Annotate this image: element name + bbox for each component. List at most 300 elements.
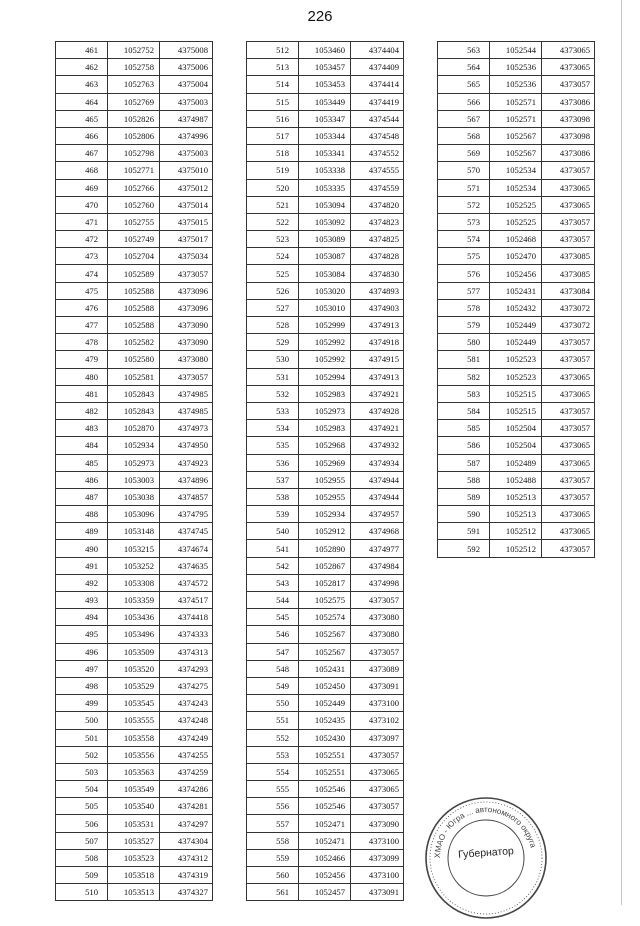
- y-coordinate-cell: 4373100: [351, 867, 404, 884]
- point-number-cell: 582: [438, 368, 490, 385]
- point-number-cell: 528: [247, 317, 299, 334]
- x-coordinate-cell: 1052994: [299, 368, 351, 385]
- point-number-cell: 549: [247, 677, 299, 694]
- x-coordinate-cell: 1052449: [490, 317, 542, 334]
- point-number-cell: 504: [56, 781, 108, 798]
- point-number-cell: 543: [247, 574, 299, 591]
- y-coordinate-cell: 4374635: [160, 557, 213, 574]
- y-coordinate-cell: 4373057: [351, 746, 404, 763]
- y-coordinate-cell: 4374333: [160, 626, 213, 643]
- table-row: [56, 162, 213, 179]
- y-coordinate-cell: 4374823: [351, 213, 404, 230]
- point-number-cell: 589: [438, 488, 490, 505]
- y-coordinate-cell: 4373084: [542, 282, 595, 299]
- point-number-cell: 553: [247, 746, 299, 763]
- table-row: [438, 299, 595, 316]
- point-number-cell: 476: [56, 299, 108, 316]
- y-coordinate-cell: 4374552: [351, 145, 404, 162]
- x-coordinate-cell: 1053252: [108, 557, 160, 574]
- table-row: [247, 523, 404, 540]
- y-coordinate-cell: 4374944: [351, 471, 404, 488]
- y-coordinate-cell: 4373065: [542, 454, 595, 471]
- table-row: [247, 574, 404, 591]
- y-coordinate-cell: 4374795: [160, 506, 213, 523]
- point-number-cell: 535: [247, 437, 299, 454]
- y-coordinate-cell: 4374286: [160, 781, 213, 798]
- point-number-cell: 475: [56, 282, 108, 299]
- point-number-cell: 578: [438, 299, 490, 316]
- x-coordinate-cell: 1053558: [108, 729, 160, 746]
- x-coordinate-cell: 1052969: [299, 454, 351, 471]
- point-number-cell: 548: [247, 660, 299, 677]
- point-number-cell: 576: [438, 265, 490, 282]
- point-number-cell: 478: [56, 334, 108, 351]
- y-coordinate-cell: 4374674: [160, 540, 213, 557]
- point-number-cell: 569: [438, 145, 490, 162]
- point-number-cell: 485: [56, 454, 108, 471]
- x-coordinate-cell: 1053089: [299, 231, 351, 248]
- y-coordinate-cell: 4374896: [160, 471, 213, 488]
- point-number-cell: 567: [438, 110, 490, 127]
- point-number-cell: 519: [247, 162, 299, 179]
- y-coordinate-cell: 4374517: [160, 592, 213, 609]
- x-coordinate-cell: 1053341: [299, 145, 351, 162]
- y-coordinate-cell: 4374419: [351, 93, 404, 110]
- table-row: [56, 849, 213, 866]
- x-coordinate-cell: 1052574: [299, 609, 351, 626]
- x-coordinate-cell: 1052589: [108, 265, 160, 282]
- point-number-cell: 539: [247, 506, 299, 523]
- x-coordinate-cell: 1052456: [299, 867, 351, 884]
- point-number-cell: 537: [247, 471, 299, 488]
- x-coordinate-cell: 1052588: [108, 282, 160, 299]
- x-coordinate-cell: 1052435: [299, 712, 351, 729]
- table-row: [247, 351, 404, 368]
- y-coordinate-cell: 4374248: [160, 712, 213, 729]
- x-coordinate-cell: 1052471: [299, 832, 351, 849]
- x-coordinate-cell: 1052571: [490, 110, 542, 127]
- point-number-cell: 536: [247, 454, 299, 471]
- x-coordinate-cell: 1052582: [108, 334, 160, 351]
- x-coordinate-cell: 1052551: [299, 763, 351, 780]
- table-row: [56, 660, 213, 677]
- table-row: [247, 162, 404, 179]
- x-coordinate-cell: 1053038: [108, 488, 160, 505]
- point-number-cell: 587: [438, 454, 490, 471]
- point-number-cell: 568: [438, 127, 490, 144]
- y-coordinate-cell: 4374923: [160, 454, 213, 471]
- y-coordinate-cell: 4374418: [160, 609, 213, 626]
- table-row: [438, 162, 595, 179]
- x-coordinate-cell: 1053096: [108, 506, 160, 523]
- point-number-cell: 469: [56, 179, 108, 196]
- point-number-cell: 503: [56, 763, 108, 780]
- table-row: [247, 592, 404, 609]
- table-row: [438, 385, 595, 402]
- x-coordinate-cell: 1052704: [108, 248, 160, 265]
- table-row: [438, 437, 595, 454]
- table-row: [438, 145, 595, 162]
- point-number-cell: 552: [247, 729, 299, 746]
- y-coordinate-cell: 4373057: [542, 213, 595, 230]
- table-row: [438, 282, 595, 299]
- point-number-cell: 496: [56, 643, 108, 660]
- table-row: [56, 420, 213, 437]
- point-number-cell: 571: [438, 179, 490, 196]
- point-number-cell: 529: [247, 334, 299, 351]
- point-number-cell: 566: [438, 93, 490, 110]
- point-number-cell: 577: [438, 282, 490, 299]
- x-coordinate-cell: 1052934: [299, 506, 351, 523]
- y-coordinate-cell: 4374915: [351, 351, 404, 368]
- y-coordinate-cell: 4373080: [351, 626, 404, 643]
- table-row: [56, 712, 213, 729]
- y-coordinate-cell: 4373057: [542, 76, 595, 93]
- table-row: [247, 626, 404, 643]
- y-coordinate-cell: 4374820: [351, 196, 404, 213]
- table-row: [247, 127, 404, 144]
- x-coordinate-cell: 1052999: [299, 317, 351, 334]
- y-coordinate-cell: 4373098: [542, 127, 595, 144]
- table-row: [56, 884, 213, 901]
- table-row: [247, 832, 404, 849]
- table-row: [56, 334, 213, 351]
- y-coordinate-cell: 4373086: [542, 93, 595, 110]
- x-coordinate-cell: 1052512: [490, 523, 542, 540]
- table-row: [56, 523, 213, 540]
- y-coordinate-cell: 4373057: [542, 540, 595, 557]
- x-coordinate-cell: 1052513: [490, 506, 542, 523]
- table-row: [56, 76, 213, 93]
- y-coordinate-cell: 4373091: [351, 677, 404, 694]
- point-number-cell: 506: [56, 815, 108, 832]
- y-coordinate-cell: 4373090: [351, 815, 404, 832]
- x-coordinate-cell: 1052512: [490, 540, 542, 557]
- x-coordinate-cell: 1053020: [299, 282, 351, 299]
- table-row: [438, 334, 595, 351]
- point-number-cell: 586: [438, 437, 490, 454]
- x-coordinate-cell: 1053003: [108, 471, 160, 488]
- x-coordinate-cell: 1053010: [299, 299, 351, 316]
- point-number-cell: 470: [56, 196, 108, 213]
- x-coordinate-cell: 1052968: [299, 437, 351, 454]
- table-row: [56, 471, 213, 488]
- x-coordinate-cell: 1052755: [108, 213, 160, 230]
- x-coordinate-cell: 1052955: [299, 471, 351, 488]
- point-number-cell: 471: [56, 213, 108, 230]
- y-coordinate-cell: 4374548: [351, 127, 404, 144]
- table-row: [56, 351, 213, 368]
- point-number-cell: 512: [247, 42, 299, 59]
- x-coordinate-cell: 1053518: [108, 867, 160, 884]
- x-coordinate-cell: 1053092: [299, 213, 351, 230]
- x-coordinate-cell: 1052817: [299, 574, 351, 591]
- table-row: [247, 488, 404, 505]
- point-number-cell: 479: [56, 351, 108, 368]
- point-number-cell: 499: [56, 695, 108, 712]
- point-number-cell: 588: [438, 471, 490, 488]
- table-row: [247, 506, 404, 523]
- table-row: [247, 746, 404, 763]
- table-row: [247, 815, 404, 832]
- coordinate-table-2: [246, 41, 404, 901]
- point-number-cell: 524: [247, 248, 299, 265]
- x-coordinate-cell: 1052489: [490, 454, 542, 471]
- y-coordinate-cell: 4373065: [542, 437, 595, 454]
- table-row: [438, 110, 595, 127]
- y-coordinate-cell: 4375008: [160, 42, 213, 59]
- point-number-cell: 514: [247, 76, 299, 93]
- y-coordinate-cell: 4374996: [160, 127, 213, 144]
- y-coordinate-cell: 4374414: [351, 76, 404, 93]
- x-coordinate-cell: 1052468: [490, 231, 542, 248]
- table-row: [438, 488, 595, 505]
- x-coordinate-cell: 1052536: [490, 59, 542, 76]
- table-row: [247, 867, 404, 884]
- table-row: [56, 59, 213, 76]
- table-row: [247, 59, 404, 76]
- x-coordinate-cell: 1052867: [299, 557, 351, 574]
- point-number-cell: 550: [247, 695, 299, 712]
- y-coordinate-cell: 4374327: [160, 884, 213, 901]
- x-coordinate-cell: 1052466: [299, 849, 351, 866]
- y-coordinate-cell: 4374243: [160, 695, 213, 712]
- x-coordinate-cell: 1052749: [108, 231, 160, 248]
- x-coordinate-cell: 1052983: [299, 385, 351, 402]
- point-number-cell: 484: [56, 437, 108, 454]
- point-number-cell: 573: [438, 213, 490, 230]
- table-row: [56, 179, 213, 196]
- point-number-cell: 565: [438, 76, 490, 93]
- table-row: [56, 609, 213, 626]
- x-coordinate-cell: 1052431: [299, 660, 351, 677]
- table-row: [247, 557, 404, 574]
- table-row: [56, 368, 213, 385]
- table-row: [56, 798, 213, 815]
- point-number-cell: 486: [56, 471, 108, 488]
- point-number-cell: 540: [247, 523, 299, 540]
- point-number-cell: 558: [247, 832, 299, 849]
- x-coordinate-cell: 1052581: [108, 368, 160, 385]
- table-row: [247, 385, 404, 402]
- y-coordinate-cell: 4373096: [160, 299, 213, 316]
- x-coordinate-cell: 1053460: [299, 42, 351, 59]
- x-coordinate-cell: 1052571: [490, 93, 542, 110]
- table-row: [247, 145, 404, 162]
- point-number-cell: 533: [247, 402, 299, 419]
- y-coordinate-cell: 4373089: [351, 660, 404, 677]
- point-number-cell: 579: [438, 317, 490, 334]
- point-number-cell: 501: [56, 729, 108, 746]
- table-row: [247, 179, 404, 196]
- y-coordinate-cell: 4374312: [160, 849, 213, 866]
- y-coordinate-cell: 4375003: [160, 145, 213, 162]
- point-number-cell: 572: [438, 196, 490, 213]
- y-coordinate-cell: 4374957: [351, 506, 404, 523]
- x-coordinate-cell: 1052798: [108, 145, 160, 162]
- y-coordinate-cell: 4374830: [351, 265, 404, 282]
- table-row: [56, 815, 213, 832]
- table-row: [247, 849, 404, 866]
- point-number-cell: 580: [438, 334, 490, 351]
- x-coordinate-cell: 1052769: [108, 93, 160, 110]
- x-coordinate-cell: 1052471: [299, 815, 351, 832]
- table-row: [56, 437, 213, 454]
- x-coordinate-cell: 1053453: [299, 76, 351, 93]
- x-coordinate-cell: 1052588: [108, 299, 160, 316]
- y-coordinate-cell: 4373057: [542, 420, 595, 437]
- table-row: [247, 76, 404, 93]
- table-row: [247, 282, 404, 299]
- y-coordinate-cell: 4374921: [351, 385, 404, 402]
- table-row: [438, 127, 595, 144]
- y-coordinate-cell: 4375003: [160, 93, 213, 110]
- point-number-cell: 520: [247, 179, 299, 196]
- stamp-ring-text: ХМАО - Югра ... автономного округа: [432, 804, 538, 859]
- table-row: [438, 368, 595, 385]
- point-number-cell: 483: [56, 420, 108, 437]
- x-coordinate-cell: 1052826: [108, 110, 160, 127]
- x-coordinate-cell: 1052515: [490, 402, 542, 419]
- x-coordinate-cell: 1052470: [490, 248, 542, 265]
- y-coordinate-cell: 4373099: [351, 849, 404, 866]
- point-number-cell: 559: [247, 849, 299, 866]
- y-coordinate-cell: 4375015: [160, 213, 213, 230]
- table-row: [56, 265, 213, 282]
- table-row: [56, 763, 213, 780]
- table-row: [56, 317, 213, 334]
- table-row: [247, 763, 404, 780]
- point-number-cell: 492: [56, 574, 108, 591]
- x-coordinate-cell: 1052567: [299, 643, 351, 660]
- table-row: [247, 643, 404, 660]
- table-row: [56, 488, 213, 505]
- point-number-cell: 487: [56, 488, 108, 505]
- y-coordinate-cell: 4373065: [351, 763, 404, 780]
- y-coordinate-cell: 4374304: [160, 832, 213, 849]
- y-coordinate-cell: 4373072: [542, 317, 595, 334]
- x-coordinate-cell: 1052431: [490, 282, 542, 299]
- table-row: [56, 506, 213, 523]
- x-coordinate-cell: 1053087: [299, 248, 351, 265]
- point-number-cell: 575: [438, 248, 490, 265]
- x-coordinate-cell: 1053523: [108, 849, 160, 866]
- y-coordinate-cell: 4373072: [542, 299, 595, 316]
- y-coordinate-cell: 4374934: [351, 454, 404, 471]
- point-number-cell: 530: [247, 351, 299, 368]
- x-coordinate-cell: 1052432: [490, 299, 542, 316]
- x-coordinate-cell: 1053335: [299, 179, 351, 196]
- point-number-cell: 498: [56, 677, 108, 694]
- table-row: [247, 781, 404, 798]
- x-coordinate-cell: 1053496: [108, 626, 160, 643]
- x-coordinate-cell: 1052973: [299, 402, 351, 419]
- table-row: [56, 231, 213, 248]
- point-number-cell: 517: [247, 127, 299, 144]
- x-coordinate-cell: 1052551: [299, 746, 351, 763]
- point-number-cell: 516: [247, 110, 299, 127]
- x-coordinate-cell: 1053563: [108, 763, 160, 780]
- x-coordinate-cell: 1052771: [108, 162, 160, 179]
- y-coordinate-cell: 4373080: [351, 609, 404, 626]
- table-row: [247, 798, 404, 815]
- table-row: [56, 677, 213, 694]
- point-number-cell: 507: [56, 832, 108, 849]
- stamp-label: Губернатор: [457, 845, 515, 861]
- table-row: [438, 506, 595, 523]
- y-coordinate-cell: 4373057: [160, 368, 213, 385]
- y-coordinate-cell: 4373057: [351, 592, 404, 609]
- table-row: [438, 42, 595, 59]
- table-row: [438, 471, 595, 488]
- x-coordinate-cell: 1052806: [108, 127, 160, 144]
- x-coordinate-cell: 1052992: [299, 334, 351, 351]
- x-coordinate-cell: 1052890: [299, 540, 351, 557]
- y-coordinate-cell: 4373090: [160, 334, 213, 351]
- point-number-cell: 523: [247, 231, 299, 248]
- point-number-cell: 462: [56, 59, 108, 76]
- y-coordinate-cell: 4374297: [160, 815, 213, 832]
- x-coordinate-cell: 1052523: [490, 368, 542, 385]
- x-coordinate-cell: 1053529: [108, 677, 160, 694]
- y-coordinate-cell: 4373091: [351, 884, 404, 901]
- point-number-cell: 525: [247, 265, 299, 282]
- y-coordinate-cell: 4373085: [542, 265, 595, 282]
- point-number-cell: 556: [247, 798, 299, 815]
- point-number-cell: 545: [247, 609, 299, 626]
- y-coordinate-cell: 4373098: [542, 110, 595, 127]
- point-number-cell: 510: [56, 884, 108, 901]
- point-number-cell: 467: [56, 145, 108, 162]
- table-row: [247, 110, 404, 127]
- y-coordinate-cell: 4373090: [160, 317, 213, 334]
- point-number-cell: 564: [438, 59, 490, 76]
- table-row: [56, 42, 213, 59]
- y-coordinate-cell: 4373080: [160, 351, 213, 368]
- point-number-cell: 557: [247, 815, 299, 832]
- table-row: [247, 93, 404, 110]
- y-coordinate-cell: 4374998: [351, 574, 404, 591]
- point-number-cell: 493: [56, 592, 108, 609]
- y-coordinate-cell: 4373057: [542, 351, 595, 368]
- table-row: [56, 781, 213, 798]
- table-row: [247, 231, 404, 248]
- table-row: [247, 317, 404, 334]
- x-coordinate-cell: 1052912: [299, 523, 351, 540]
- table-row: [438, 402, 595, 419]
- y-coordinate-cell: 4373096: [160, 282, 213, 299]
- table-row: [247, 368, 404, 385]
- table-row: [247, 402, 404, 419]
- x-coordinate-cell: 1053436: [108, 609, 160, 626]
- table-row: [56, 540, 213, 557]
- x-coordinate-cell: 1053359: [108, 592, 160, 609]
- point-number-cell: 534: [247, 420, 299, 437]
- point-number-cell: 581: [438, 351, 490, 368]
- point-number-cell: 464: [56, 93, 108, 110]
- y-coordinate-cell: 4374985: [160, 402, 213, 419]
- x-coordinate-cell: 1052758: [108, 59, 160, 76]
- x-coordinate-cell: 1052567: [490, 145, 542, 162]
- y-coordinate-cell: 4374893: [351, 282, 404, 299]
- x-coordinate-cell: 1053347: [299, 110, 351, 127]
- x-coordinate-cell: 1052588: [108, 317, 160, 334]
- point-number-cell: 473: [56, 248, 108, 265]
- table-row: [56, 695, 213, 712]
- x-coordinate-cell: 1052504: [490, 437, 542, 454]
- point-number-cell: 500: [56, 712, 108, 729]
- y-coordinate-cell: 4373065: [542, 385, 595, 402]
